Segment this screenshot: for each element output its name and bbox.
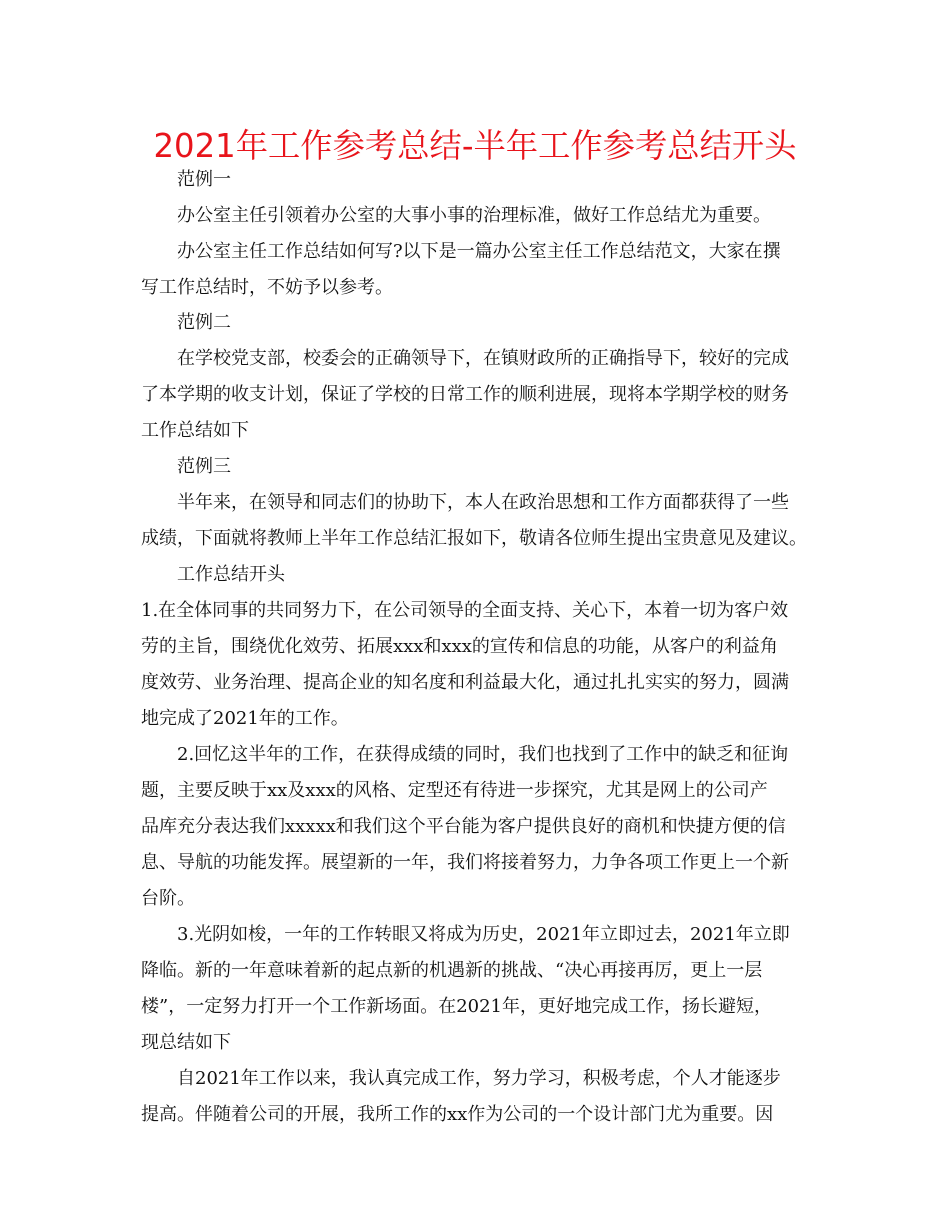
paragraph-line: 品库充分表达我们xxxxx和我们这个平台能为客户提供良好的商机和快捷方便的信 [141, 816, 786, 837]
paragraph-line: 办公室主任引领着办公室的大事小事的治理标准，做好工作总结尤为重要。 [177, 205, 771, 226]
heading-work-summary-opening: 工作总结开头 [177, 564, 285, 585]
paragraph-line: 在学校党支部，校委会的正确领导下，在镇财政所的正确指导下，较好的完成 [177, 348, 789, 369]
paragraph-line: 题，主要反映于xx及xxx的风格、定型还有待进一步探究，尤其是网上的公司产 [141, 780, 768, 801]
paragraph-line: 1.在全体同事的共同努力下，在公司领导的全面支持、关心下，本着一切为客户效 [141, 600, 789, 621]
paragraph-line: 3.光阴如梭，一年的工作转眼又将成为历史，2021年立即过去，2021年立即 [177, 924, 790, 945]
paragraph-line: 提高。伴随着公司的开展，我所工作的xx作为公司的一个设计部门尤为重要。因 [141, 1104, 774, 1125]
document-title: 2021年工作参考总结-半年工作参考总结开头 [153, 126, 797, 165]
paragraph-line: 度效劳、业务治理、提高企业的知名度和利益最大化，通过扎扎实实的努力，圆满 [141, 672, 789, 693]
paragraph-line: 息、导航的功能发挥。展望新的一年，我们将接着努力，力争各项工作更上一个新 [141, 852, 789, 873]
paragraph-line: 了本学期的收支计划，保证了学校的日常工作的顺利进展，现将本学期学校的财务 [141, 384, 789, 405]
paragraph-line: 劳的主旨，围绕优化效劳、拓展xxx和xxx的宣传和信息的功能，从客户的利益角 [141, 636, 778, 657]
paragraph-line: 工作总结如下 [141, 420, 249, 441]
paragraph-line: 地完成了2021年的工作。 [141, 708, 349, 729]
paragraph-line: 自2021年工作以来，我认真完成工作，努力学习，积极考虑，个人才能逐步 [177, 1068, 781, 1089]
paragraph-line: 台阶。 [141, 888, 195, 909]
paragraph-line: 写工作总结时，不妨予以参考。 [141, 277, 393, 298]
paragraph-line: 楼”，一定努力打开一个工作新场面。在2021年，更好地完成工作，扬长避短， [141, 996, 773, 1017]
paragraph-line: 降临。新的一年意味着新的起点新的机遇新的挑战、“决心再接再厉，更上一层 [141, 960, 763, 981]
paragraph-line: 成绩，下面就将教师上半年工作总结汇报如下，敬请各位师生提出宝贵意见及建议。 [141, 528, 807, 549]
paragraph-line: 半年来，在领导和同志们的协助下，本人在政治思想和工作方面都获得了一些 [177, 492, 789, 513]
paragraph-line: 现总结如下 [141, 1032, 231, 1053]
paragraph-line: 办公室主任工作总结如何写?以下是一篇办公室主任工作总结范文，大家在撰 [177, 241, 781, 262]
heading-example-3: 范例三 [177, 456, 231, 477]
paragraph-line: 2.回忆这半年的工作，在获得成绩的同时，我们也找到了工作中的缺乏和征询 [177, 744, 789, 765]
heading-example-2: 范例二 [177, 312, 231, 333]
heading-example-1: 范例一 [177, 169, 231, 190]
